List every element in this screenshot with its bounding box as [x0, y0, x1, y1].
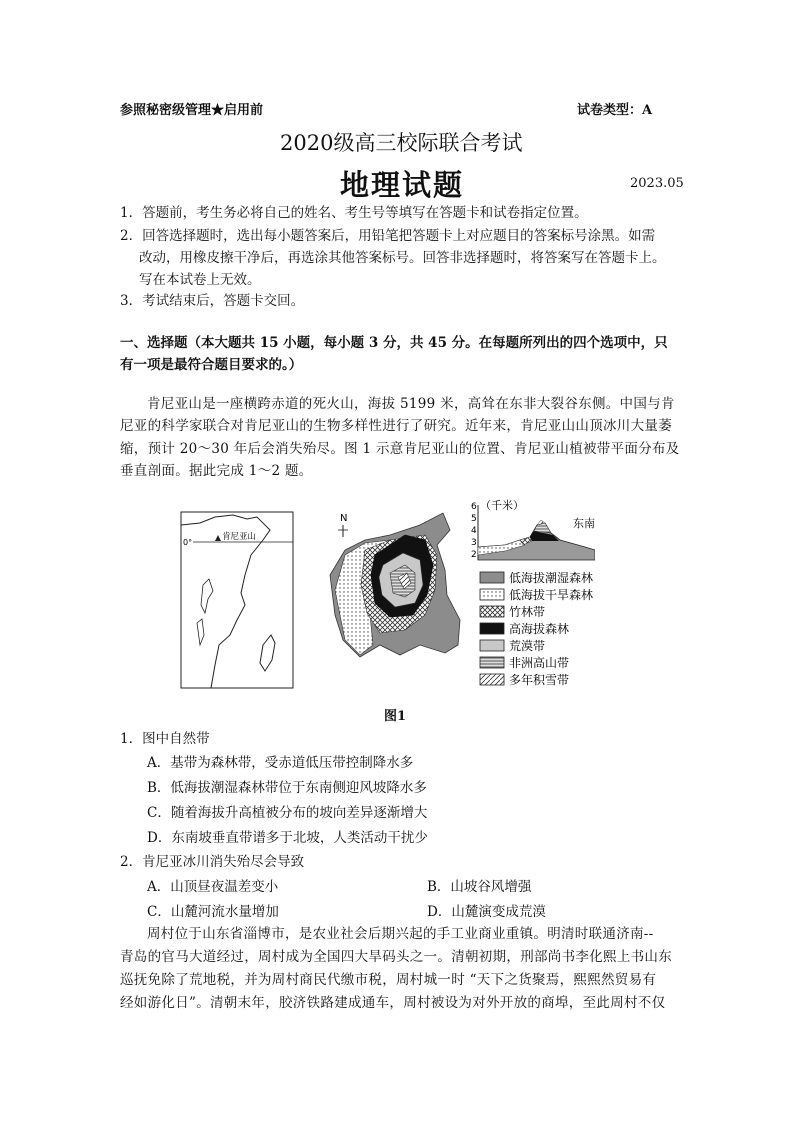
passage2-line4: 经如游化日”。清朝末年，胶济铁路建成通车，周村被设为对外开放的商埠，至此周村不仅: [120, 995, 666, 1011]
profile-direction: 东南: [573, 517, 595, 530]
q2-option-c: C．山麓河流水量增加: [147, 904, 279, 920]
profile-unit: （千米）: [480, 499, 524, 512]
y-tick-6: 6: [471, 502, 477, 512]
legend-swatch-low-humid: [480, 572, 504, 583]
section-heading-line1: 一、选择题（本大题共 15 小题，每小题 3 分，共 45 分。在每题所列出的四个选项中，只: [120, 335, 668, 351]
instruction-2: 2．回答选择题时，选出每小题答案后，用铅笔把答题卡上对应题目的答案标号涂黑。如需: [120, 228, 656, 244]
paper-type-label: 试卷类型：A: [577, 103, 653, 118]
passage1-line1: 肯尼亚山是一座横跨赤道的死火山，海拔 5199 米，高耸在东非大裂谷东侧。中国与肯: [147, 396, 675, 412]
q2-option-b: B．山坡谷风增强: [427, 879, 532, 895]
y-tick-2: 2: [471, 550, 477, 560]
vegetation-plan-map: [330, 513, 460, 657]
legend-swatch-low-dry: [480, 589, 504, 600]
q2-option-d: D．山麓演变成荒漠: [427, 904, 546, 920]
exam-date: 2023.05: [630, 176, 684, 191]
y-tick-3: 3: [471, 538, 477, 548]
instruction-3: 3．考试结束后，答题卡交回。: [120, 293, 305, 309]
y-tick-4: 4: [471, 526, 477, 536]
q1-stem: 1．图中自然带: [120, 731, 210, 747]
location-map: [181, 512, 293, 688]
q2-stem: 2．肯尼亚冰川消失殆尽会导致: [120, 854, 305, 870]
figure-caption: 图1: [384, 709, 407, 724]
passage1-line2: 尼亚的科学家联合对肯尼亚山的生物多样性进行了研究。近年来，肯尼亚山山顶冰川大量萎: [120, 418, 672, 434]
passage2-line3: 巡抚免除了荒地税，并为周村商民代缴市税，周村城一时 “天下之货聚焉，熙熙然贸易有: [120, 972, 657, 988]
passage2-line1: 周村位于山东省淄博市，是农业社会后期兴起的手工业商业重镇。明清时联通济南--: [147, 926, 654, 942]
instruction-2-cont-b: 写在本试卷上无效。: [139, 272, 261, 288]
q1-option-d: D．东南坡垂直带谱多于北坡，人类活动干扰少: [147, 830, 428, 846]
figure-1: [175, 495, 595, 695]
legend-swatch-desert: [480, 640, 504, 651]
q1-option-c: C．随着海拔升高植被分布的坡向差异逐渐增大: [147, 805, 428, 821]
passage2-line2: 青岛的官马大道经过，周村成为全国四大旱码头之一。清朝初期，刑部尚书李化熙上书山东: [120, 949, 672, 965]
legend-swatch-bamboo: [480, 606, 504, 617]
mountain-label: 肯尼亚山: [222, 532, 257, 542]
exam-title: 2020级高三校际联合考试: [280, 131, 523, 155]
passage1-line4: 垂直剖面。据此完成 1～2 题。: [120, 463, 313, 479]
legend-swatch-high-forest: [480, 623, 504, 634]
legend-swatch-snow: [480, 674, 504, 685]
legend-label-desert: 荒漠带: [509, 639, 546, 653]
q1-option-b: B．低海拔潮湿森林带位于东南侧迎风坡降水多: [147, 780, 427, 796]
section-heading-line2: 有一项是最符合题目要求的。）: [120, 357, 303, 373]
legend-swatch-alpine: [480, 657, 504, 668]
legend-label-high-forest: 高海拔森林: [509, 622, 570, 636]
lat-label: 0°: [183, 538, 193, 547]
subject-title: 地理试题: [340, 168, 465, 202]
legend-label-low-dry: 低海拔干旱森林: [509, 588, 594, 602]
y-tick-5: 5: [471, 514, 477, 524]
legend-label-bamboo: 竹林带: [509, 605, 546, 619]
north-label: N: [340, 513, 348, 524]
instruction-1: 1．答题前，考生务必将自己的姓名、考生号等填写在答题卡和试卷指定位置。: [120, 205, 588, 221]
legend-label-low-humid: 低海拔潮湿森林: [509, 571, 594, 585]
legend-label-snow: 多年积雪带: [509, 673, 570, 687]
confidential-label: 参照秘密级管理★启用前: [120, 103, 264, 118]
instruction-2-cont-a: 改动，用橡皮擦干净后，再选涂其他答案标号。回答非选择题时，将答案写在答题卡上。: [139, 250, 666, 266]
q2-option-a: A．山顶昼夜温差变小: [147, 879, 279, 895]
legend: [480, 570, 593, 687]
legend-label-alpine: 非洲高山带: [509, 656, 570, 670]
passage1-line3: 缩，预计 20～30 年后会消失殆尽。图 1 示意肯尼亚山的位置、肯尼亚山植被带平面分布及: [120, 441, 680, 457]
vertical-profile: [471, 498, 595, 560]
q1-option-a: A．基带为森林带，受赤道低压带控制降水多: [147, 755, 414, 771]
